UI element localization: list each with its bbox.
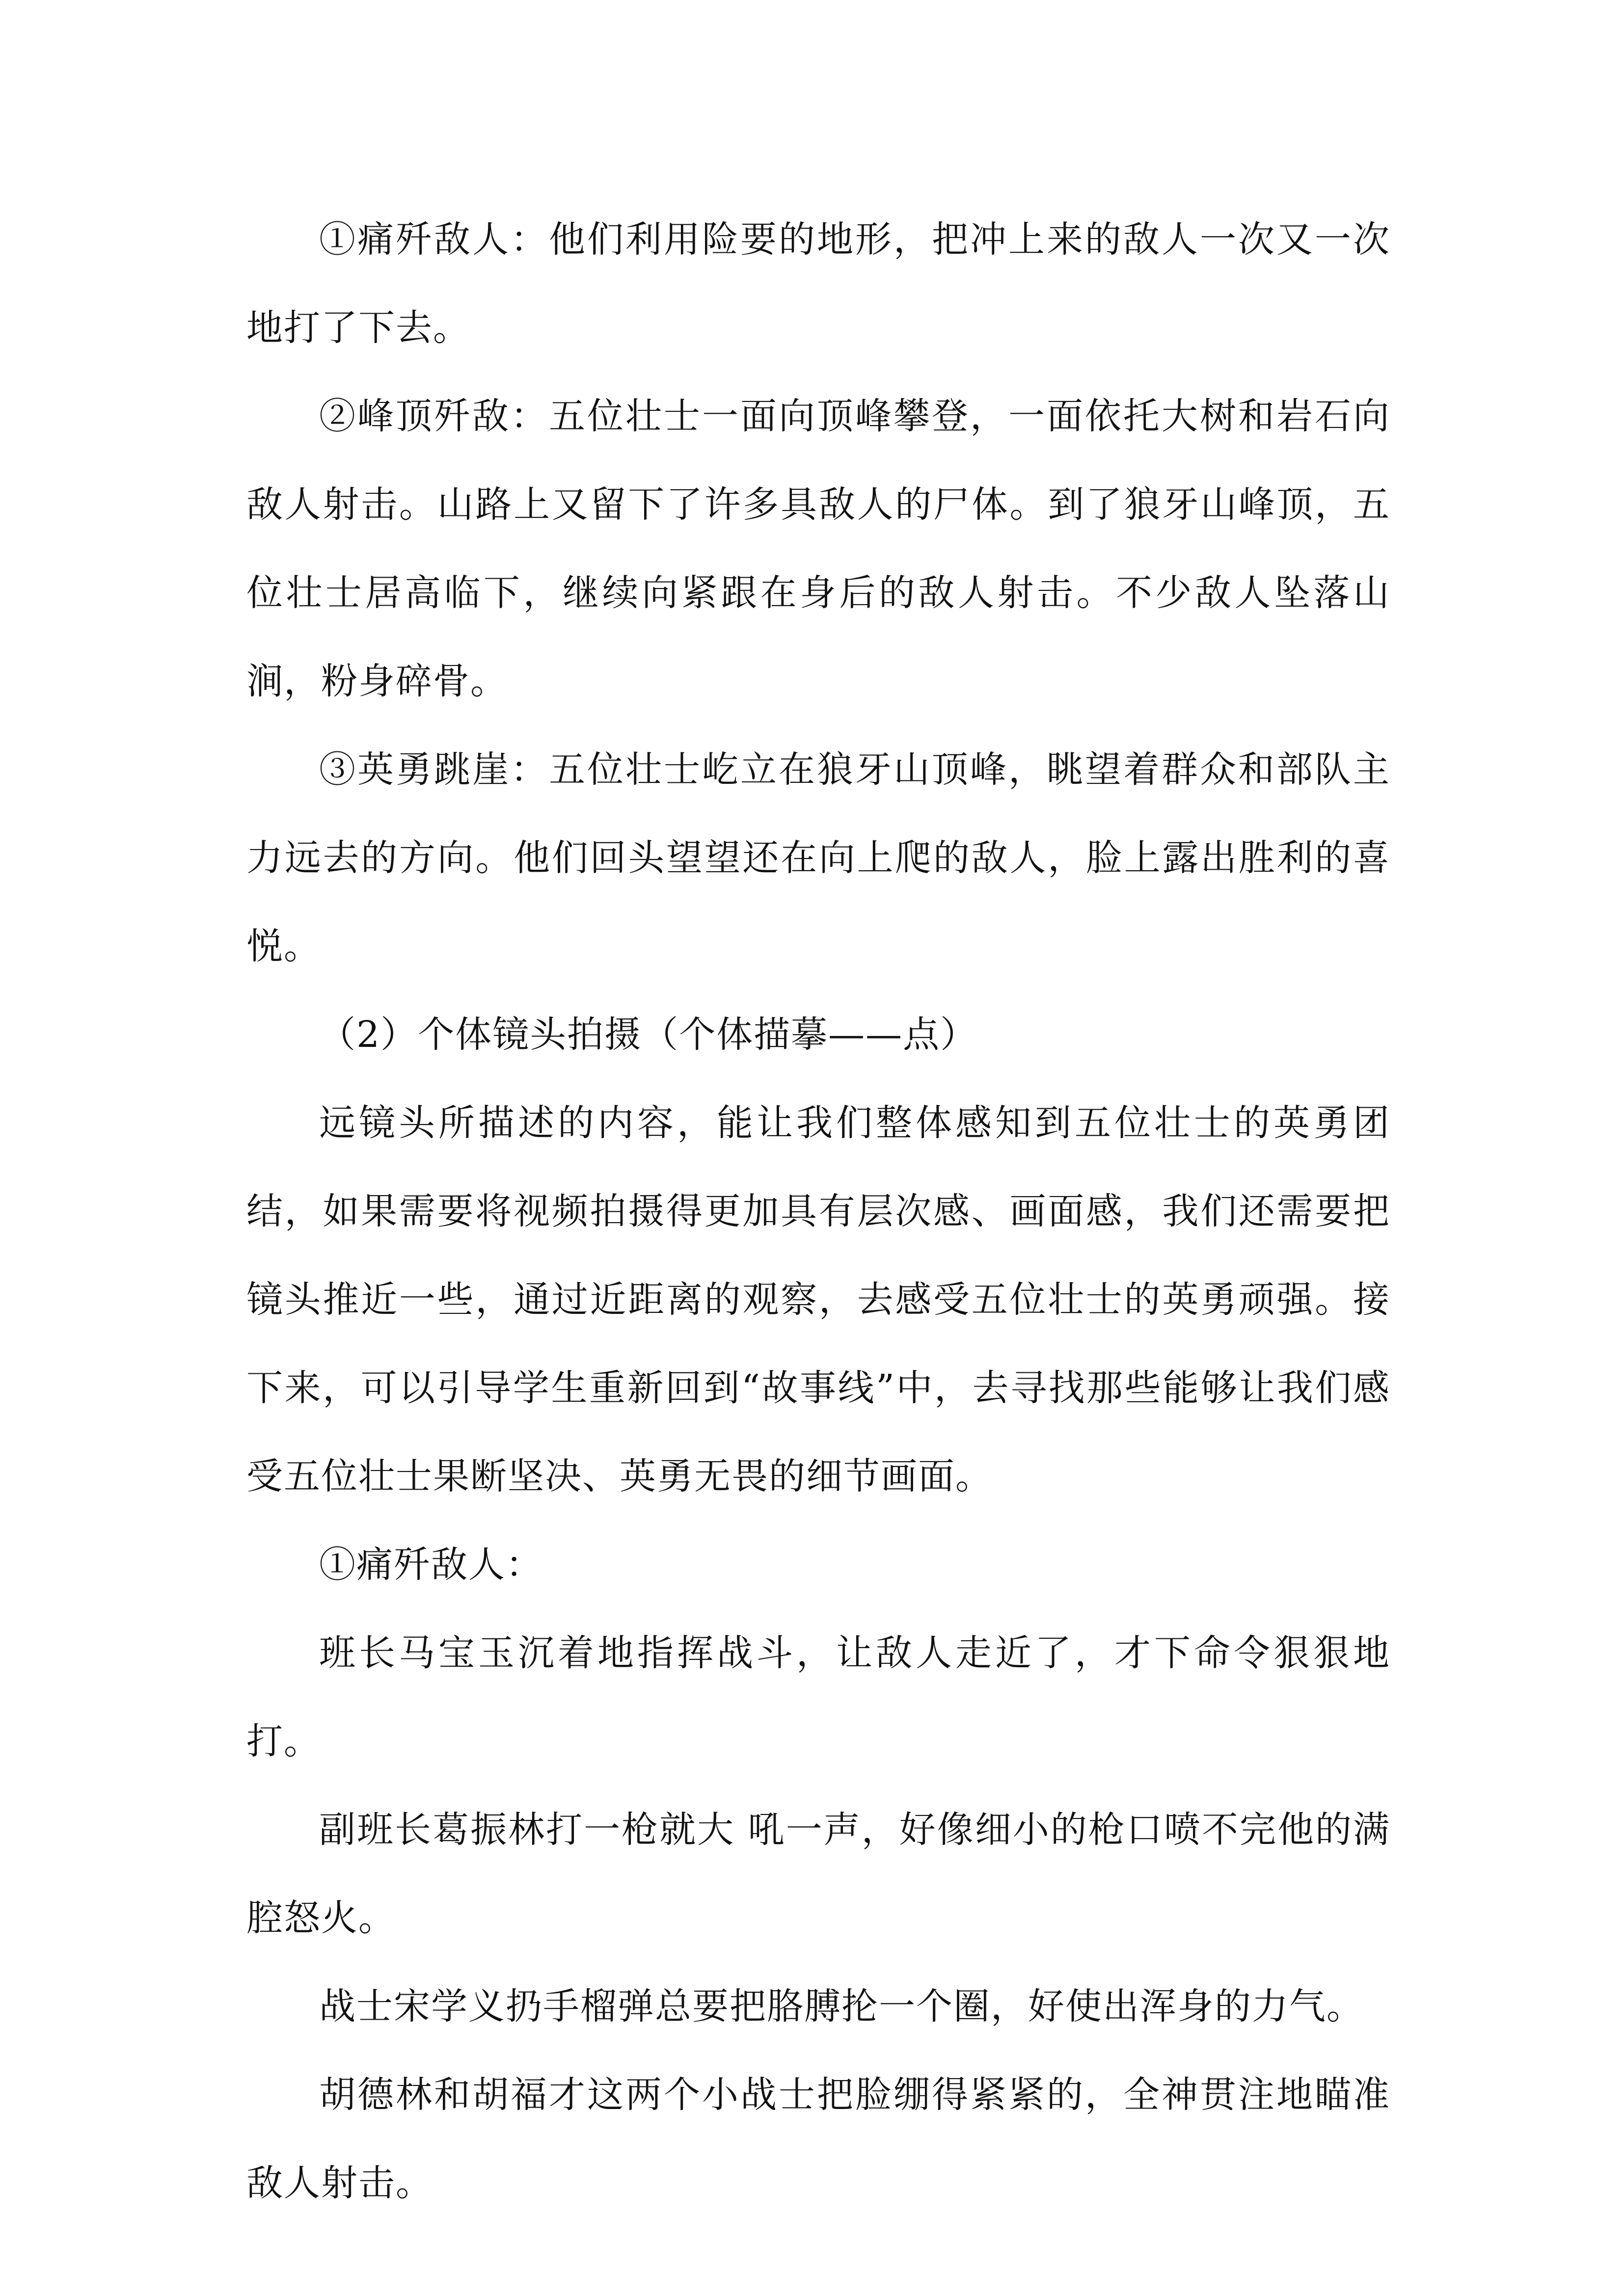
- section-heading-individual-shot: （2）个体镜头拍摄（个体描摹——点）: [319, 1014, 978, 1056]
- paragraph-squad-leader: 班长马宝玉沉着地指挥战斗，让敌人走近了，才下命令狠狠地打。: [246, 1632, 1390, 1762]
- paragraph-soldier-song: 战士宋学义扔手榴弹总要把胳膊抡一个圈，好使出浑身的力气。: [319, 1985, 1364, 2028]
- paragraph-long-shot-description: 远镜头所描述的内容，能让我们整体感知到五位壮士的英勇团结，如果需要将视频拍摄得更加具有层次感、画面感，我们还需要把镜头推近一些，通过近距离的观察，去感受五位壮士的英勇顽强。接下来，可以引导学生重新回到“故事线”中，去寻找那些能够让我们感受五位壮士果断坚决、英勇无畏的细节画面。: [246, 1102, 1390, 1497]
- paragraph-painful-annihilation: ①痛歼敌人：他们利用险要的地形，把冲上来的敌人一次又一次地打了下去。: [246, 218, 1390, 349]
- paragraph-subheading-painful-annihilation: ①痛歼敌人：: [319, 1544, 543, 1586]
- paragraph-heroic-cliff-jump: ③英勇跳崖：五位壮士屹立在狼牙山顶峰，眺望着群众和部队主力远去的方向。他们回头望望还在向上爬的敌人，脸上露出胜利的喜悦。: [246, 748, 1390, 967]
- paragraph-deputy-squad-leader: 副班长葛振林打一枪就大 吼一声，好像细小的枪口喷不完他的满腔怒火。: [246, 1809, 1390, 1939]
- document-body: [246, 195, 1390, 2227]
- paragraph-peak-annihilation: ②峰顶歼敌：五位壮士一面向顶峰攀登，一面依托大树和岩石向敌人射击。山路上又留下了许多具敌人的尸体。到了狼牙山峰顶，五位壮士居高临下，继续向紧跟在身后的敌人射击。不少敌人坠落山涧，粉身碎骨。: [246, 395, 1390, 702]
- paragraph-young-soldiers: 胡德林和胡福才这两个小战士把脸绷得紧紧的，全神贯注地瞄准敌人射击。: [246, 2074, 1390, 2204]
